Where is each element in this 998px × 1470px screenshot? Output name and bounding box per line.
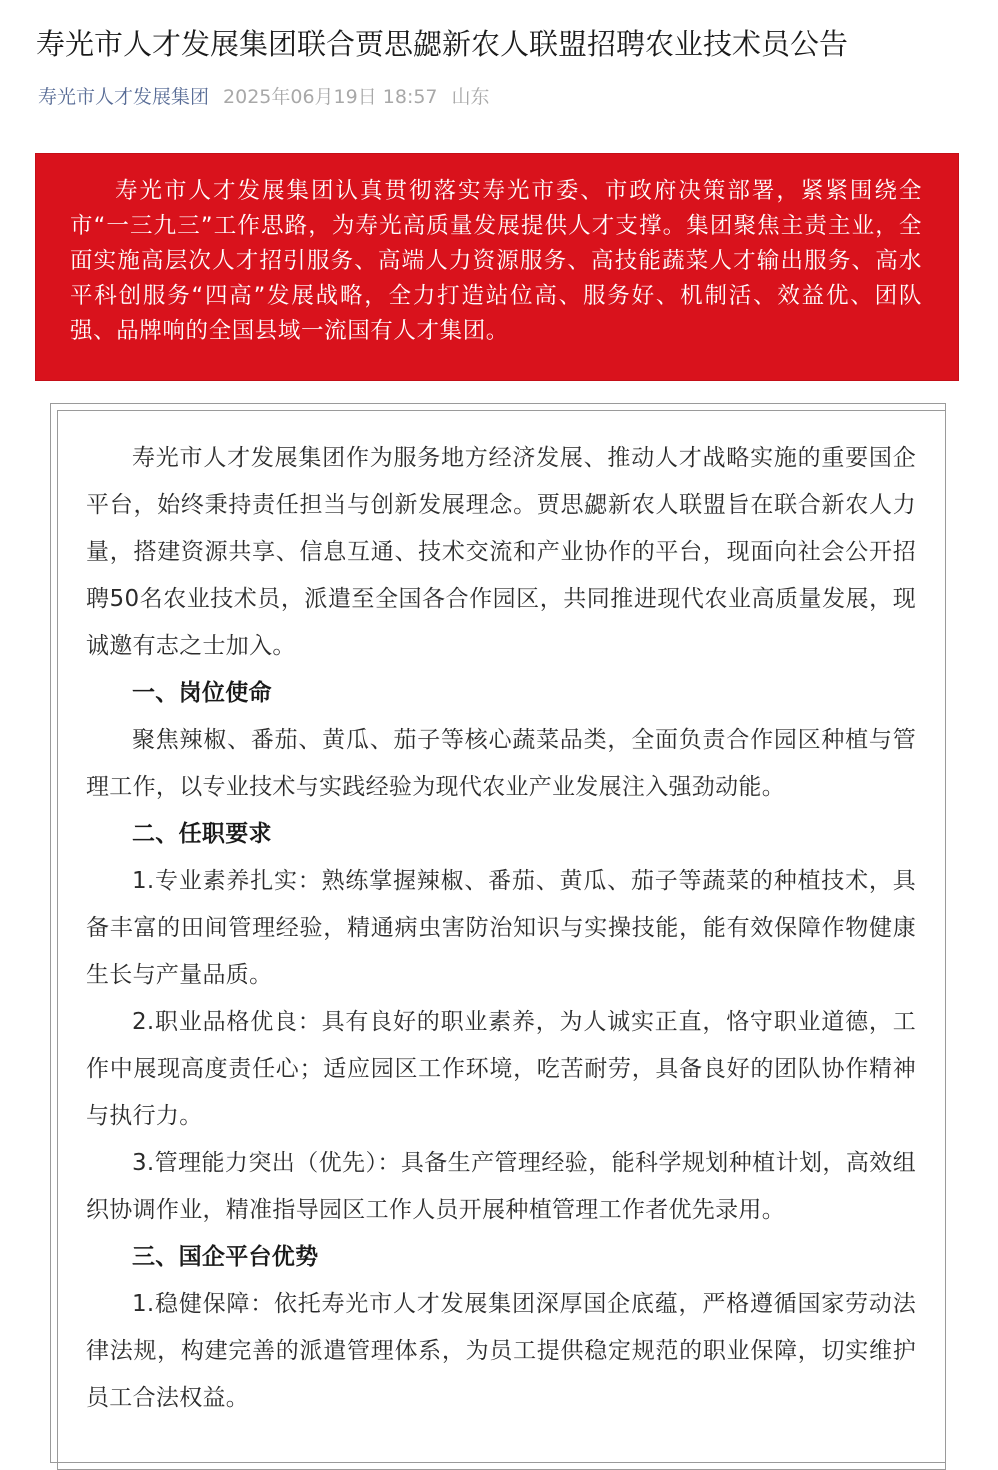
- advantage-item-1: 1.稳健保障：依托寿光市人才发展集团深厚国企底蕴，严格遵循国家劳动法律法规，构建完善的派遣管理体系，为员工提供稳定规范的职业保障，切实维护员工合法权益。: [86, 1291, 916, 1411]
- intro-banner: [36, 154, 958, 380]
- announcement-body: [86, 435, 916, 1422]
- banner-text: 寿光市人才发展集团认真贯彻落实寿光市委、市政府决策部署，紧紧围绕全市“一三九三”工作思路，为寿光高质量发展提供人才支撑。集团聚焦主责主业，全面实施高层次人才招引服务、高端人力资源服务、高技能蔬菜人才输出服务、高水平科创服务“四高”发展战略，全力打造站位高、服务好、机制活、效益优、团队强、品牌响的全国县域一流国有人才集团。: [70, 178, 922, 344]
- requirement-item-1: 1.专业素养扎实：熟练掌握辣椒、番茄、黄瓜、茄子等蔬菜的种植技术，具备丰富的田间管理经验，精通病虫害防治知识与实操技能，能有效保障作物健康生长与产量品质。: [86, 868, 916, 988]
- requirement-item-3: 3.管理能力突出（优先）：具备生产管理经验，能科学规划种植计划，高效组织协调作业，精准指导园区工作人员开展种植管理工作者优先录用。: [86, 1150, 916, 1223]
- publish-location: 山东: [451, 86, 490, 108]
- section-heading-mission: 一、岗位使命: [132, 680, 272, 706]
- publish-date: 2025年06月19日 18:57: [223, 86, 438, 108]
- article-title: 寿光市人才发展集团联合贾思勰新农人联盟招聘农业技术员公告: [36, 27, 849, 61]
- article-meta: [38, 82, 490, 112]
- section-heading-advantages: 三、国企平台优势: [132, 1244, 319, 1270]
- source-account-link[interactable]: 寿光市人才发展集团: [38, 86, 210, 108]
- mission-paragraph: 聚焦辣椒、番茄、黄瓜、茄子等核心蔬菜品类，全面负责合作园区种植与管理工作，以专业技术与实践经验为现代农业产业发展注入强劲动能。: [86, 727, 916, 800]
- section-heading-requirements: 二、任职要求: [132, 821, 272, 847]
- intro-paragraph: 寿光市人才发展集团作为服务地方经济发展、推动人才战略实施的重要国企平台，始终秉持责任担当与创新发展理念。贾思勰新农人联盟旨在联合新农人力量，搭建资源共享、信息互通、技术交流和产业协作的平台，现面向社会公开招聘50名农业技术员，派遣至全国各合作园区，共同推进现代农业高质量发展，现诚邀有志之士加入。: [86, 445, 916, 659]
- requirement-item-2: 2.职业品格优良：具有良好的职业素养，为人诚实正直，恪守职业道德，工作中展现高度责任心；适应园区工作环境，吃苦耐劳，具备良好的团队协作精神与执行力。: [86, 1009, 916, 1129]
